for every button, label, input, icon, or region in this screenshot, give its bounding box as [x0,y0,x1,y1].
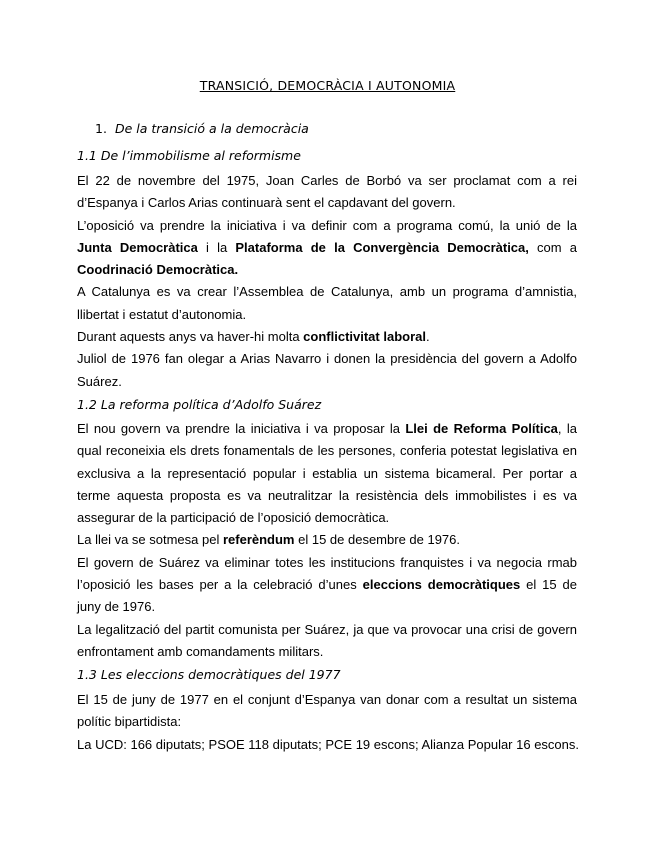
text-run: , la qual reconeixia els drets fonamentals de les persones, conferia potestat legislativa en exclusiva a la representació popular i establia un sistema bicameral. Per portar a terme aquesta proposta es va neutralitzar la resistència dels immobilistes i es va assegurar de la participació de l’oposició democràtica. [77,421,577,526]
text-run: el 15 de juny de 1976. [77,577,577,615]
text-run: . [425,329,430,345]
paragraph: Juliol de 1976 fan olegar a Arias Navarro i donen la presidència del govern a Adolfo Suárez. [77,351,577,389]
section-label: De la transició a la democràcia [115,121,309,136]
paragraph: El 22 de novembre del 1975, Joan Carles de Borbó va ser proclamat com a rei d’Espanya i Carlos Arias continuarà sent el capdavant del govern. [77,173,577,211]
paragraph [77,529,577,551]
text-run: El nou govern va prendre la iniciativa i va proposar la [77,421,406,436]
paragraph [77,326,577,348]
paragraph [77,552,577,619]
bold-term: Junta Democràtica [77,239,198,255]
text-run: La llei va se sotmesa pel [77,532,223,548]
subsection-1-1-body [77,170,577,393]
subsection-heading-1-3: 1.3 Les eleccions democràtiques del 1977 [77,667,341,682]
paragraph [77,418,577,529]
text-run: L’oposició va prendre la iniciativa i va definir com a programa comú, la unió de la [77,217,577,233]
bold-term: eleccions democràtiques [362,577,521,593]
paragraph [77,215,577,282]
paragraph: El 15 de juny de 1977 en el conjunt d’Espanya van donar com a resultat un sistema polític bipartidista: [77,692,577,730]
bold-term: Llei de Reforma Política [405,421,558,436]
subsection-1-2-body [77,418,577,663]
text-run: el 15 de desembre de 1976. [294,532,461,548]
text-run: El govern de Suárez va eliminar totes les institucions franquistes i va negocia rmab l’oposició les bases per a la celebració d’unes [77,554,577,593]
paragraph: La legalització del partit comunista per Suárez, ja que va provocar una crisi de govern enfrontament amb comandaments militars. [77,621,577,659]
paragraph: A Catalunya es va crear l’Assemblea de Catalunya, amb un programa d’amnistia, llibertat i estatut d’autonomia. [77,284,577,322]
text-run: com a [528,239,578,255]
text-run: Durant aquests anys va haver-hi molta [77,329,304,345]
subsection-heading-1-2: 1.2 La reforma política d’Adolfo Suárez [77,397,322,412]
text-run: i la [197,239,236,255]
section-heading-1 [95,121,309,136]
subsection-1-3-body [77,689,577,756]
section-number: 1. [95,121,107,136]
document-title: TRANSICIÓ, DEMOCRÀCIA I AUTONOMIA [199,78,456,93]
bold-term: Plataforma de la Convergència Democràtica, [235,239,529,255]
bold-term: Coodrinació Democràtica. [77,262,239,278]
bold-term: referèndum [222,532,295,548]
paragraph: La UCD: 166 diputats; PSOE 118 diputats; PCE 19 escons; Alianza Popular 16 escons. [77,736,579,752]
subsection-heading-1-1: 1.1 De l’immobilisme al reformisme [77,148,301,163]
bold-term: conflictivitat laboral [303,329,426,345]
